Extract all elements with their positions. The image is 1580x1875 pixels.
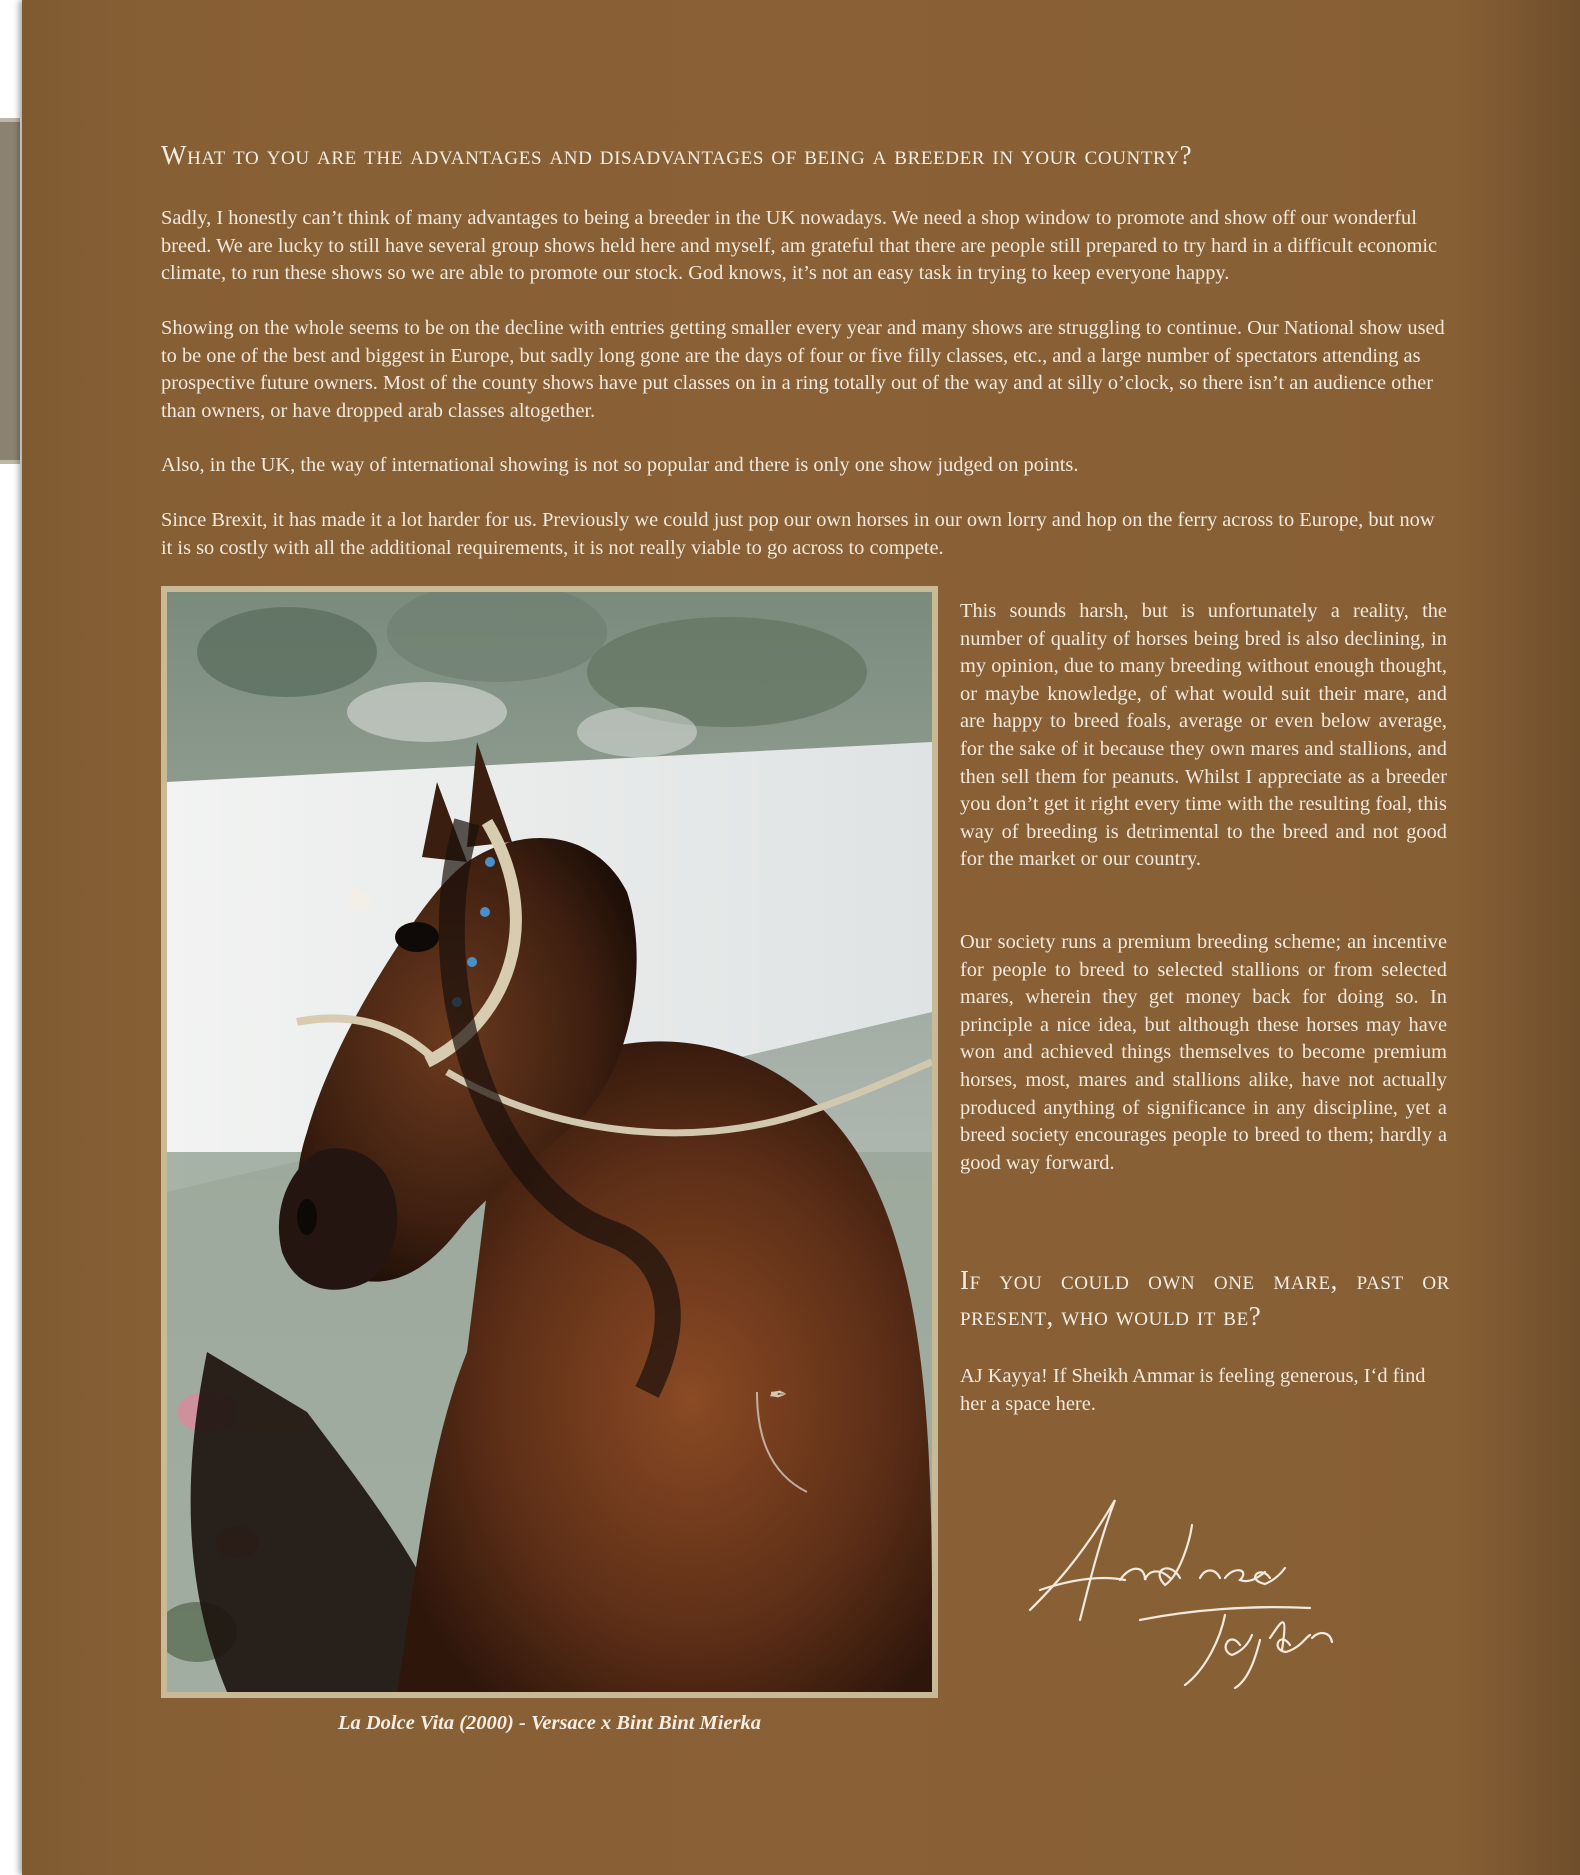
paragraph-advantages: Sadly, I honestly can’t think of many advantages to being a breeder in the UK nowadays. We need a shop window to promote and show off our wonderful breed. We are lucky to still have several group shows held here and myself, am grateful that there are people still prepared to try hard in a difficult economic climate, to run these shows so we are able to promote our stock. God knows, it’s not an easy task in trying to keep everyone happy. xyxy=(161,207,1438,285)
paragraph-premium-scheme: Our society runs a premium breeding scheme; an incentive for people to breed to selected stallions or from selected mares, wherein they get money back for doing so. In principle a nice idea, but although these horses may have won and achieved things themselves to become premium horses, most, mares and stallions alike, have not actually produced anything of significance in any discipline, yet a breed society encourages people to breed to them; hardly a good way forward. xyxy=(960,931,1447,1174)
svg-text:✒: ✒ xyxy=(767,1383,786,1408)
question-heading-mare: If you could own one mare, past or present, who would it be? xyxy=(960,1265,1450,1331)
paragraph-showing-decline: Showing on the whole seems to be on the decline with entries getting smaller every year and many shows are struggling to continue. Our National show used to be one of the best and biggest in Europe, but sadly long gone are the days of four or five filly classes, etc., and a large number of spectators attending as prospective future owners. Most of the county shows have put classes on in a ring totally out of the way and at silly o’clock, so there isn’t an audience other than owners, or have dropped arab classes altogether. xyxy=(161,317,1445,422)
question-heading-advantages: What to you are the advantages and disadvantages of being a breeder in your country? xyxy=(161,140,1193,170)
paragraph-quality-decline: This sounds harsh, but is unfortunately a reality, the number of quality of horses being bred is also declining, in my opinion, due to many breeding without enough thought, or maybe knowledge, of what would suit their mare, and are happy to breed foals, average or even below average, for the sake of it because they own mares and stallions, and then sell them for peanuts. Whilst I appreciate as a breeder you don’t get it right every time with the resulting foal, this way of breeding is detrimental to the breed and not good for the market or our country. xyxy=(960,600,1447,871)
answer-mare: AJ Kayya! If Sheikh Ammar is feeling generous, I‘d find her a space here. xyxy=(960,1365,1426,1415)
author-signature xyxy=(1020,1480,1360,1690)
photo-caption: La Dolce Vita (2000) - Versace x Bint Bint Mierka xyxy=(337,1712,762,1734)
horse-photo xyxy=(167,592,932,1692)
paragraph-international-showing: Also, in the UK, the way of international showing is not so popular and there is only one show judged on points. xyxy=(161,454,1079,476)
horse-photo-frame xyxy=(161,586,938,1698)
side-tab-marker xyxy=(0,118,20,464)
paragraph-brexit: Since Brexit, it has made it a lot harder for us. Previously we could just pop our own horses in our own lorry and hop on the ferry across to Europe, but now it is so costly with all the additional requirements, it is not really viable to go across to compete. xyxy=(161,509,1435,559)
